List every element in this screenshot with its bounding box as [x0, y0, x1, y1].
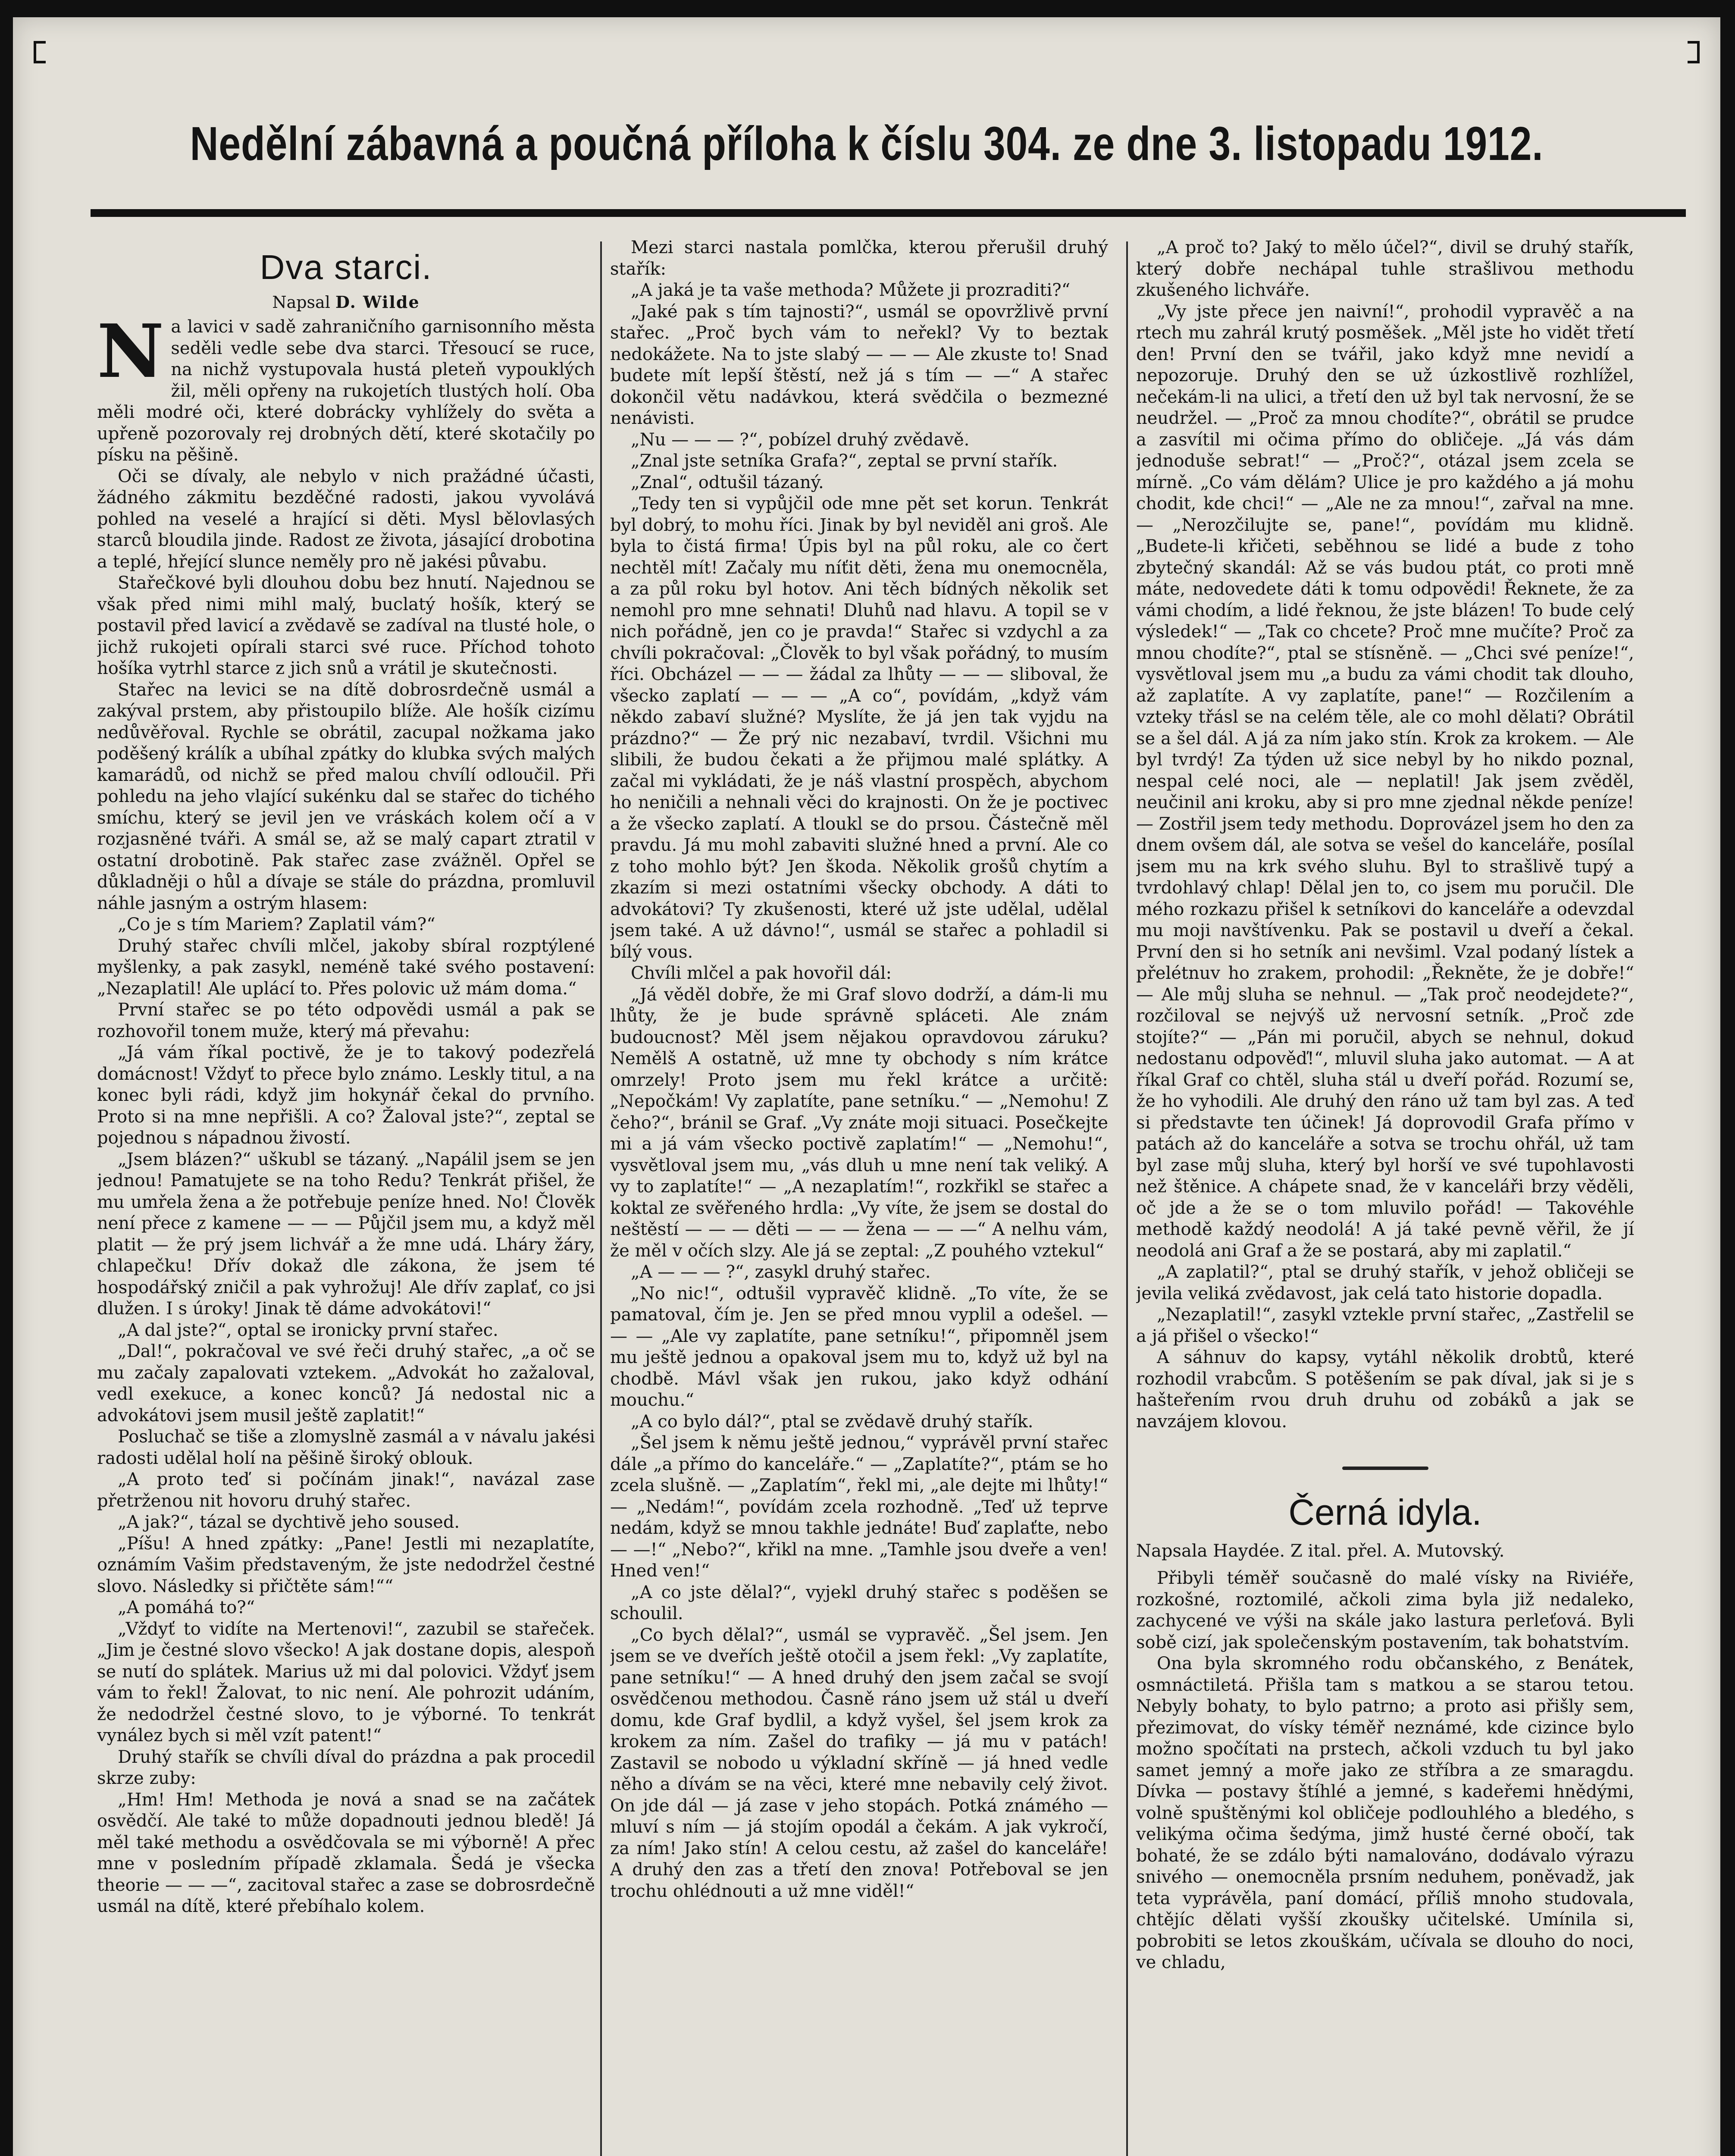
article-paragraph: „Dal!“, pokračoval ve své řeči druhý stařec, „a oč se mu začaly zapalovati vztekem. „Advokát ho zažaloval, vedl exekuce, a konec konců? Já nedostal nic a advokátovi jsem musil ještě zaplatit!“	[97, 1341, 595, 1426]
article-paragraph: „Hm! Hm! Methoda je nová a snad se na začátek osvědčí. Ale také to může dopadnouti jednou bledě! Já měl také methodu a osvědčovala se mi výborně! A přec mne v posledním případě zklamala. Šedá je všecka theorie — — —“, zacitoval stařec a zase se dobrosrdečně usmál na dítě, které přebíhalo kolem.	[97, 1789, 595, 1916]
section-ornament	[1136, 1458, 1634, 1476]
article-paragraph: „Znal jste setníka Grafa?“, zeptal se první stařík.	[631, 451, 1058, 471]
article-paragraph: „Jaké pak s tím tajnosti?“, usmál se opovržlivě první stařec. „Proč bych vám to neřekl? Vy to beztak nedokážete. Na to jste slabý — — — Ale zkuste to! Snad budete mít lepší štěstí, než já s tím — —“ A stařec dokončil větu nadávkou, která svědčila o bezmezné nenávisti.	[610, 301, 1108, 428]
article-paragraph: „Tedy ten si vypůjčil ode mne pět set korun. Tenkrát byl dobrý, to mohu říci. Jinak by byl neviděl ani groš. Ale byla to čistá firma! Úpis byl na půl roku, ale co čert nechtěl mít! Začaly mu níťit děti, žena mu onemocněla, a za půl roku byl hotov. Ani těch bídných několik set nemohl pro mne sehnati! Dluhů nad hlavu. A topil se v nich pořádně, jen co je pravda!“ Stařec si vzdychl a za chvíli pokračoval: „Člověk to byl však pořádný, to musím říci. Obcházel — — — žádal za lhůty — — — sliboval, že všecko zaplatí — — — „A co“, povídám, „když vám někdo zabaví služné? Myslíte, že já jen tak vyjdu na prázdno?“ — Že prý nic nezabaví, tvrdil. Všichni mu slibili, že budou čekati a že přijmou malé splátky. A začal mi vykládati, že je náš vlastní prospěch, abychom ho neničili a nehnali věci do krajnosti. On že je poctivec a že všecko zaplatí. A tloukl se do prsou. Částečně měl pravdu. Já mu mohl zabaviti služné hned a první. Ale co z toho mohlo být? Jen škoda. Několik grošů chytím a zkazím si mezi ostatními všecky obchody. A dáti to advokátovi? Ty zkušenosti, které už jste udělal, udělal jsem také. A už dávno!“, usmál se stařec a pohladil si bílý vous.	[610, 494, 1108, 962]
article-byline	[97, 291, 595, 313]
column-3	[1136, 237, 1634, 2156]
article-paragraph: „No nic!“, odtušil vypravěč klidně. „To víte, že se pamatoval, čím je. Jen se před mnou vyplil a odešel. — — — „Ale vy zaplatíte, pane setníku!“, připomněl jsem mu ještě jednou a opakoval jsem mu to, když už byl na chodbě. Mávl však jen rukou, jako když odhání mouchu.“	[610, 1283, 1108, 1410]
article-paragraph: „Vždyť to vidíte na Mertenovi!“, zazubil se stařeček. „Jim je čestné slovo všecko! A jak dostane dopis, alespoň se nutí do splátek. Marius už mi dal polovici. Vždyť jsem vám to řekl! Žalovat, to nic není. Ale pohrozit udáním, že nedodržel čestné slovo, to je výborné. To tenkrát vynález bych si měl vzít patent!“	[97, 1619, 595, 1745]
article-paragraph: Druhý stařec chvíli mlčel, jakoby sbíral rozptýlené myšlenky, a pak zasykl, neméně také svého postavení: „Nezaplatil! Ale uplácí to. Přes polovic už mám doma.“	[97, 936, 595, 999]
newspaper-page	[13, 17, 1720, 2156]
registration-mark-left	[34, 41, 46, 63]
byline-prefix: Napsal	[272, 293, 330, 312]
article-paragraph: Chvíli mlčel a pak hovořil dál:	[631, 963, 892, 983]
article-paragraph: „Vy jste přece jen naivní!“, prohodil vypravěč a na rtech mu zahrál krutý posměšek. „Měl jste ho vidět třetí den! První den se tvářil, jako když mne nevidí a nepozoruje. Druhý den se už úzkostlivě rozhlížel, nečekám-li na ulici, a třetí den už byl tak nervosní, že se neudržel. — „Proč za mnou chodíte?“, obrátil se prudce a zasvítil mi očima přímo do obličeje. „Já vás dám jednoduše sebrat!“ — „Proč?“, otázal jsem zcela se mírně. „Co vám dělám? Ulice je pro každého a já mohu chodit, kde chci!“ — „Ale ne za mnou!“, zařval na mne. — „Nerozčilujte se, pane!“, povídám mu klidně. „Budete-li křičeti, seběhnou se lidé a bude z toho zbytečný skandál: Až se vás budou ptát, co proti mně máte, nedovedete dáti k tomu odpovědi! Řeknete, že za vámi chodím, a lidé řeknou, že jste blázen! To bude celý výsledek!“ — „Tak co chcete? Proč mne mučíte? Proč za mnou chodíte?“, ptal se stísněně. — „Chci své peníze!“, vysvětloval jsem mu „a budu za vámi chodit tak dlouho, až zaplatíte. A vy zaplatíte, pane!“ — Rozčilením a vzteky třásl se na celém těle, ale co mohl dělati? Obrátil se a šel dál. A já za ním jako stín. Krok za krokem. — Ale byl tvrdý! Za týden už sice nebyl by ho nikdo poznal, nespal celé noci, ale — neplatil! Jak jsem zvěděl, neučinil ani kroku, aby si pro mne zjednal někde peníze! — Zostřil jsem tedy methodu. Doprovázel jsem ho den za dnem ovšem dál, ale sotva se vešel do kanceláře, posílal jsem mu na krk svého sluhu. Byl to strašlivě tupý a tvrdohlavý chlap! Dělal jen to, co jsem mu poručil. Dle mého rozkazu přišel k setníkovi do kanceláře a odevzdal mu moji navštívenku. Pak se postavil u dveří a čekal. První den si ho setník ani nevšiml. Vzal podaný lístek a přelétnuv ho zrakem, prohodil: „Řekněte, že je dobře!“ — Ale můj sluha se nehnul. — „Tak proč neodejdete?“, rozčiloval se nejvýš už nervosní setník. „Proč zde stojíte?“ — „Pán mi poručil, abych se nehnul, dokud nedostanu odpověď!“, mluvil sluha jako automat. — A at říkal Graf co chtěl, sluha stál u dveří pořád. Rozumí se, že ho vyhodili. Ale druhý den ráno už tam byl zas. A teď si představte ten účinek! Já doprovodil Grafa přímo v patách až do kanceláře a sotva se trochu ohřál, už tam byl zase můj sluha, který byl horší ve své tupohlavosti než štěnice. A chápete snad, že v kanceláři brzy věděli, oč jde a že se o tom mluvilo pořád! — Takovéhle methodě každý neodolá! A já také pevně věřil, že jí neodolá ani Graf a že se postará, aby mi zaplatil.“	[1136, 301, 1634, 1261]
article-paragraph: „Já věděl dobře, že mi Graf slovo dodrží, a dám-li mu lhůty, že je bude správně spláceti. Ale znám budoucnost? Měl jsem nějakou opravdovou záruku? Nemělš A ostatně, už mne ty obchody s ním krátce omrzely! Proto jsem mu řekl krátce a určitě: „Nepočkám! Vy zaplatíte, pane setníku.“ — „Nemohu! Z čeho?“, bránil se Graf. „Vy znáte moji situaci. Posečkejte mi a já vám všecko poctivě zaplatím!“ — „Nemohu!“, vysvětloval jsem mu, „vás dluh u mne není tak veliký. A vy to zaplatíte!“ — „A nezaplatím!“, rozkřikl se stařec a koktal ze svěřeného hrdla: „Vy víte, že jsem se dostal do neštěstí — — — děti — — — žena — — —“ A nelhu vám, že měl v očích slzy. Ale já se zeptal: „Z pouhého vztekul“	[610, 984, 1108, 1261]
column-2	[610, 237, 1108, 2156]
article-paragraph: „Nezaplatil!“, zasykl vztekle první stařec, „Zastřelil se a já přišel o všecko!“	[1136, 1305, 1634, 1346]
article-paragraph: „A co bylo dál?“, ptal se zvědavě druhý stařík.	[631, 1411, 1033, 1432]
drop-cap: N	[97, 308, 164, 395]
article-paragraph: „Píšu! A hned zpátky: „Pane! Jestli mi nezaplatíte, oznámím Vašim představeným, že jste nedodržel čestné slovo. Následky si přičtěte sám!““	[97, 1533, 595, 1596]
supplement-masthead: Nedělní zábavná a poučná příloha k číslu 304. ze dne 3. listopadu 1912.	[190, 117, 1544, 170]
masthead-rule	[91, 209, 1686, 217]
column-divider	[1126, 241, 1128, 2156]
article-paragraph: „Znal“, odtušil tázaný.	[631, 472, 824, 492]
article-paragraph: První stařec se po této odpovědi usmál a pak se rozhovořil tonem muže, který má převahu:	[97, 1000, 595, 1041]
article-paragraph: „A dal jste?“, optal se ironicky první stařec.	[118, 1320, 498, 1340]
article-paragraph: „Nu — — — ?“, pobízel druhý zvědavě.	[631, 429, 970, 450]
article-paragraph: „Jsem blázen?“ uškubl se tázaný. „Napálil jsem se jen jednou! Pamatujete se na toho Redu? Tenkrát přišel, že mu umřela žena a že potřebuje peníze hned. No! Člověk není přece z kamene — — — Půjčil jsem mu, a když měl platit — že prý jsem lichvář a že mne udá. Lháry žáry, chlapečku! Dřív dokaž dle zákona, že jsem té hospodářský zničil a pak vyhrožuj! Ale dřív zaplať, co jsi dlužen. I s úroky! Jinak tě dáme advokátovi!“	[97, 1149, 595, 1319]
article-paragraph: „Já vám říkal poctivě, že je to takový podezřelá domácnost! Vždyť to přece bylo známo. Leskly titul, a na konec byli rádi, když jim hokynář čekal do prvního. Proto si na mne nepřišli. A co? Žaloval jste?“, zeptal se pojednou s nápadnou živostí.	[97, 1043, 595, 1148]
article-paragraph: Stařečkové byli dlouhou dobu bez hnutí. Najednou se však před nimi mihl malý, buclatý hošík, který se postavil před lavicí a zvědavě se zadíval na tlusté hole, o jichž rukojeti opírali starci své ruce. Příchod tohoto hošíka vytrhl starce z jich snů a vrátil je skutečnosti.	[97, 573, 595, 678]
article-title: Černá idyla.	[1288, 1492, 1482, 1532]
article-paragraph: „A jaká je ta vaše methoda? Můžete ji prozraditi?“	[631, 280, 1071, 300]
article-paragraph: Posluchač se tiše a zlomyslně zasmál a v návalu jakési radosti udělal holí na pěšině široký oblouk.	[97, 1427, 595, 1468]
column-1	[97, 237, 595, 2156]
article-paragraph: „A — — — ?“, zasykl druhý stařec.	[631, 1262, 931, 1282]
article-paragraph: Přibyli téměř současně do malé vísky na Riviéře, rozkošné, roztomilé, ačkoli zima byla již nedaleko, zachycené ve výši na skále jako lastura perleťová. Byli sobě cizí, jak společenským postavením, tak bohatstvím.	[1136, 1568, 1634, 1652]
byline-author: D. Wilde	[335, 292, 420, 312]
article-paragraph: Oči se dívaly, ale nebylo v nich pražádné účasti, žádného zákmitu bezděčné radosti, jakou vyvolává pohled na veselé a hrající si děti. Mysl bělovlasých starců bloudila jinde. Radost ze života, jásající drobotina a teplé, hřející slunce neměly pro ně jakési půvabu.	[97, 466, 595, 572]
article-paragraph: Druhý stařík se chvíli díval do prázdna a pak procedil skrze zuby:	[97, 1747, 595, 1788]
article-paragraph: „A zaplatil?“, ptal se druhý stařík, v jehož obličeji se jevila veliká zvědavost, jak celá tato historie dopadla.	[1136, 1262, 1634, 1304]
article-paragraph	[97, 308, 595, 466]
article-paragraph: Mezi starci nastala pomlčka, kterou přerušil druhý stařík:	[610, 238, 1108, 279]
article-paragraph: „A jak?“, tázal se dychtivě jeho soused.	[118, 1512, 460, 1532]
paragraph-text: a lavici v sadě zahraničního garnisonního města seděli vedle sebe dva starci. Třesoucí se ruce, na nichž vystupovala hustá pleteň vypouklých žil, měli opřeny na rukojetích tlustých holí. Oba měli modré oči, které dobrácky vyhlížely do světa a upřeně pozorovaly rej drobných dětí, které skotačily po písku na pěšině.	[97, 317, 595, 465]
article-paragraph: „A proč to? Jaký to mělo účel?“, divil se druhý stařík, který dobře nechápal tuhle strašlivou methodu zkušeného lichváře.	[1136, 238, 1634, 300]
column-divider	[600, 241, 602, 2156]
article-title: Dva starci.	[260, 248, 432, 286]
article-paragraph: A sáhnuv do kapsy, vytáhl několik drobtů, které rozhodil vrabcům. S potěšením se pak díval, jak si je s hašteřením rvou druh druhu od zobáků a jak se navzájem klovou.	[1136, 1348, 1634, 1432]
article-paragraph: „Šel jsem k němu ještě jednou,“ vyprávěl první stařec dále „a přímo do kanceláře.“ — „Zaplatíte?“, ptám se ho zcela slušně. — „Zaplatím“, řekl mi, „ale dejte mi lhůty!“ — „Nedám!“, povídám zcela rozhodně. „Teď už teprve nedám, když se mnou takhle jednáte! Buď zaplaťte, nebo — —!“ „Nebo?“, křikl na mne. „Tamhle jsou dveře a ven! Hned ven!“	[610, 1433, 1108, 1581]
registration-mark-right	[1688, 41, 1700, 63]
article-paragraph: Stařec na levici se na dítě dobrosrdečně usmál a zakýval prstem, aby přistoupilo blíže. Ale hošík cizímu nedůvěřoval. Rychle se obrátil, zacupal nožkama jako poděšený králík a ubíhal zpátky do klubka svých malých kamarádů, od nichž se před malou chvílí odloučil. Při pohledu na jeho vlající sukénku dal se stařec do tichého smíchu, který se jevil jen ve vráskách kolem očí a v rozjasněné tváři. A smál se, až se malý capart ztratil v ostatní drobotině. Pak stařec zase zvážněl. Opřel se důkladněji o hůl a dívaje se stále do prázdna, promluvil náhle jasným a ostrým hlasem:	[97, 680, 595, 913]
article-paragraph: „A pomáhá to?“	[118, 1598, 255, 1617]
article-paragraph: „Co je s tím Mariem? Zaplatil vám?“	[118, 915, 435, 934]
article-paragraph: „A proto teď si počínám jinak!“, navázal zase přetrženou nit hovoru druhý stařec.	[97, 1470, 595, 1511]
article-paragraph: „A co jste dělal?“, vyjekl druhý stařec s poděšen se schoulil.	[610, 1582, 1108, 1623]
article-paragraph: „Co bych dělal?“, usmál se vypravěč. „Šel jsem. Jen jsem se ve dveřích ještě otočil a jsem řekl: „Vy zaplatíte, pane setníku!“ — A hned druhý den jsem začal se svojí osvědčenou methodou. Časně ráno jsem už stál u dveří domu, kde Graf bydlil, a když vyšel, šel jsem krok za krokem za ním. Zašel do trafiky — já mu v patách! Zastavil se nobodo u výkladní skříně — já hned vedle něho a dívám se na věci, které mne nebavily celý život. On jde dál — já zase v jeho stopách. Potká známého — mluví s ním — já stojím opodál a čekám. A jak vykročí, za ním! Jako stín! A celou cestu, až zašel do kanceláře! A druhý den zas a třetí den znova! Potřeboval se jen trochu ohlédnouti a už mne viděl!“	[610, 1625, 1108, 1901]
article-byline: Napsala Haydée. Z ital. přel. A. Mutovský.	[1136, 1541, 1505, 1561]
article-paragraph: Ona byla skromného rodu občanského, z Benátek, osmnáctiletá. Přišla tam s matkou a se starou tetou. Nebyly bohaty, to bylo patrno; a proto asi přišly sem, přezimovat, do vísky téměř neznámé, kde cizince bylo možno spočítati na prstech, ačkoli vzduch tu byl jako samet jemný a moře jako ze stříbra a ze smaragdu. Dívka — postavy štíhlé a jemné, s kadeřemi hnědými, volně spuštěnými kol obličeje podlouhlého a bledého, s velikýma očima šedýma, jimž husté černé obočí, tak bohaté, že se zdálo býti namalováno, dodávalo výrazu snivého — onemocněla prsním neduhem, poněvadž, jak teta vyprávěla, paní domácí, příliš mnoho studovala, chtějíc dělati vyšší zkoušky učitelské. Umínila si, pobrobiti se letos zkouškám, učívala se dlouho do noci, ve chladu,	[1136, 1654, 1634, 1972]
